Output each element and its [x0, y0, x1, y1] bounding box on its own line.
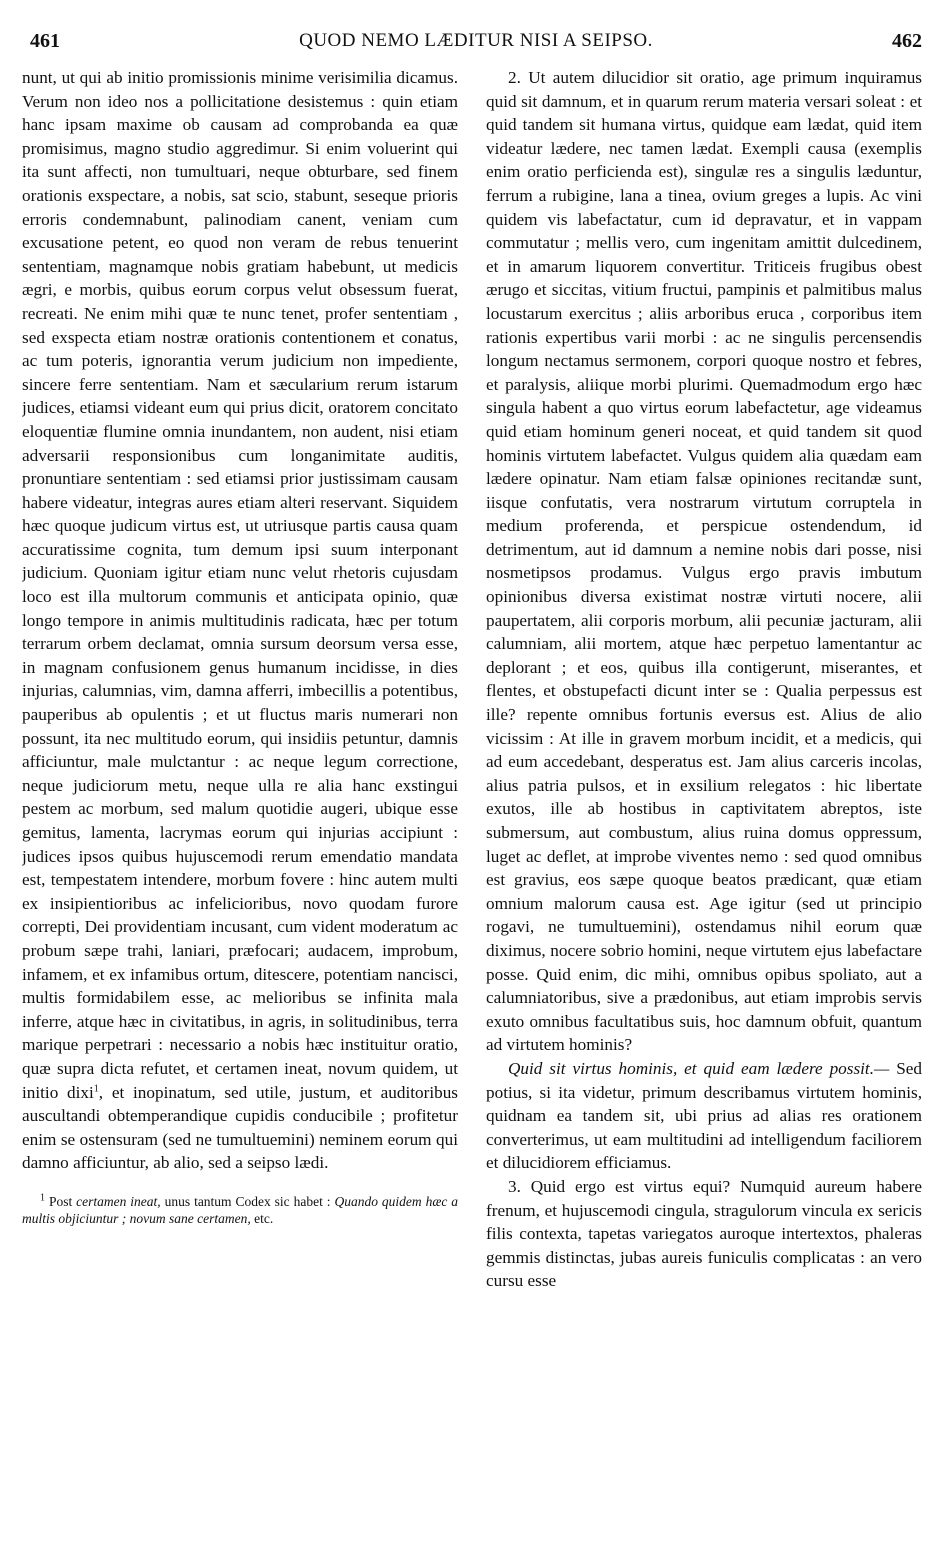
footnote-number: 1 — [40, 1192, 45, 1204]
left-paragraph-text-end: , et inopinatum, sed utile, justum, et auditoribus auscultandi obtemperandique cupidis conducibile ; profitetur enim se ostensuram (sed ne tumultuemini) neminem eorum qui damno afficiuntur, ab alio, sed a seipso lædi. — [22, 1082, 458, 1173]
footnote-reference: 1 — [93, 1082, 99, 1094]
footnote-middle: unus tantum Codex sic habet : — [164, 1193, 331, 1209]
paragraph-2: 2. Ut autem dilucidior sit oratio, age primum inquiramus quid sit damnum, et in quarum rerum materia versari soleat : et quid tandem sit humana virtus, quidque eam lædat, quid item videatur lædere, nec tamen lædat. Exempli causa (exemplis enim oratio perficienda est), singulæ res a singulis læduntur, ferrum a rubigine, lana a tinea, ovium greges a lupis. Ac vini quidem vis labefactatur, cum id depravatur, et in vappam commutatur ; mellis vero, cum ingenitam amittit dulcedinem, et in amarum liquorem convertitur. Triticeis frugibus obest ærugo et siccitas, vitium fructui, pampinis et palmitibus malus locustarum exercitus ; aliis arboribus eruca , corporibus item rationis expertibus varii morbi : ac ne singulis percensendis longum nectamus sermonem, corpori quoque nostro et febres, et paralysis, aliique morbi plurimi. Quemadmodum ergo hæc singula habent a quo virtus eorum labefactetur, age videamus quid etiam hominum generi noceat, et quid tandem sit quod hominis virtutem labefactet. Vulgus quidem alia quædam eam lædere opinatur. Nam etiam falsæ opiniones recitandæ sunt, iisque confutatis, vera nostrarum virtutum corruptela in medium proferenda, et perspicue ostendendum, id detrimentum, aut id damnum a nemine nobis dari posse, nisi nosmetipsos prodamus. Vulgus ergo pravis imbutum opinionibus diversa existimat nostræ virtuti nocere, alii paupertatem, alii corporis morbum, alii pecuniæ jacturam, alii calumniam, alii mortem, atque hæc perpetuo lamentantur ac deplorant ; et eos, quibus illa contigerunt, miserantes, et flentes, et obstupefacti dicunt inter se : Qualia perpessus est ille? repente omnibus fortunis eversus est. Alius de alio vicissim : At ille in gravem morbum incidit, et a medicis, qui ad eum accedebant, desperatus est. Jam alius carceris incolas, alius patria pulsos, et in exsilium relegatos : hic libertate exutos, ille ab hostibus in captivitatem abreptos, iste submersum, aut combustum, alius ruina domus oppressum, luget ac deflet, at improbe viventes nemo : sed quod omnibus est gravius, eos sæpe quoque beatos prædicant, quæ etiam omnium malorum causa est. Age igitur (sed ut principio rogavi, ne tumultuemini), ostendamus nihil eorum quæ diximus, nocere sobrio homini, neque virtutem ejus labefactare posse. Quid enim, dic mihi, omnibus opibus spoliato, aut a calumniatoribus, sive a prædonibus, aut etiam improbis servis exuto omnibus facultatibus suis, hoc damnum obfuit, quantum ad virtutem hominis? — [486, 68, 922, 1055]
footnote-end: etc. — [254, 1210, 274, 1226]
left-paragraph — [22, 66, 458, 1175]
section-subheading: Quid sit virtus hominis, et quid eam lædere possit.— — [508, 1058, 890, 1078]
page-number-left: 461 — [30, 30, 60, 52]
left-column — [22, 66, 458, 1496]
right-column — [486, 66, 922, 1526]
subheading-paragraph — [486, 1057, 922, 1175]
left-paragraph-text: nunt, ut qui ab initio promissionis minime verisimilia dicamus. Verum non ideo nos a pollicitatione desistemus : quin etiam hanc ipsam maxime ob causam ad comprobanda ea quæ promisimus, magno studio aggredimur. Si enim voluerint qui ita sunt affecti, non tumultuari, neque obturbare, sed finem orationis exspectare, a nobis, sat scio, stabunt, seseque prioris erroris condemnabunt, palinodiam canent, veniam cum excusatione petent, eo quod non veram de rebus tenuerint sententiam, magnamque nobis gratiam habebunt, ut medicis ægri, e morbis, quibus eorum corpus velut obsessum fuerat, recreati. Ne enim mihi quæ te nunc tenet, profer sententiam , sed exspecta etiam nostræ orationis contentionem et conatus, ac tum poteris, ignorantia verum judicium non impediente, sincere ferre sententiam. Nam et sæcularium rerum istarum judices, etiamsi videant eum qui prius dicit, oratorem concitato eloquentiæ flumine omnia inundantem, non audent, nisi etiam adversarii responsionibus cum longanimitate auditis, pronuntiare sententiam : sed etiamsi prior justissimam causam habere videatur, integras aures etiam alteri reservant. Siquidem hæc quoque judicum virtus est, ut utriusque partis causa quam accuratissime cognita, tum demum ipsi suum interponant judicium. Quoniam igitur etiam nunc velut rhetoris cujusdam loco est illa multorum communis et anticipata opinio, quæ longo tempore in animis multitudinis radicata, hæc per totum terrarum orbem declamat, omnia sursum deorsum versa esse, in magnam confusionem genus humanum incidisse, in dies injurias, calumnias, vim, damna afferri, imbecillis a potentibus, pauperibus ab opulentis ; et ut fluctus maris numerari non possunt, ita nec multitudo eorum, qui insidiis petuntur, damnis afficiuntur, male mulctantur : ac neque legum correctione, neque judiciorum metu, neque ulla re alia hanc exstingui pestem ac morbum, sed malum quotidie augeri, ubique esse gemitus, lamenta, lacrymas eorum qui injurias accipiunt : judices ipsos quibus hujuscemodi rerum emendatio mandata est, tempestatem intendere, morbum fovere : hinc autem multi ex insipientioribus ac infelicioribus, novo quodam furore correpti, Dei providentiam incusant, cum vident moderatum ac probum sæpe trahi, laniari, præfocari; audacem, improbum, infamem, et ex infamibus ortum, ditescere, potentiam nancisci, multis formidabilem esse, ac melioribus se infinita mala inferre, atque hæc in civitatibus, in agris, in solitudinibus, terra marique perpetrari : necessario a nobis hæc instituitur oratio, quæ supra dicta refutet, et certamen ineat, novum quidem, ut initio dixi — [22, 68, 458, 1102]
page-header — [30, 30, 922, 58]
running-title: QUOD NEMO LÆDITUR NISI A SEIPSO. — [299, 30, 653, 51]
footnotes — [22, 1193, 458, 1227]
footnote — [22, 1193, 458, 1227]
footnote-lead: Post — [48, 1193, 73, 1209]
footnote-italic-phrase: certamen ineat, — [76, 1193, 161, 1209]
subheading-continuation: Sed potius, si ita videtur, primum describamus virtutem hominis, quidnam ea tandem sit, ubi prius ad alias res orationem converterimus, ut eam multitudini ad intelligendum faciliorem et dilucidiorem efficiamus. — [486, 1058, 922, 1173]
page-number-right: 462 — [892, 30, 922, 52]
footnote-italic-quote: Quando quidem hæc a multis objiciuntur ; novum sane certamen, — [22, 1193, 458, 1226]
paragraph-3: 3. Quid ergo est virtus equi? Numquid aureum habere frenum, et hujuscemodi cingula, stragulorum vincula ex sericis filis contexta, tapetas variegatos auroque intertextos, phaleras gemmis distinctas, jubas aureis funiculis complicatas : an vero cursu esse — [486, 1176, 922, 1291]
